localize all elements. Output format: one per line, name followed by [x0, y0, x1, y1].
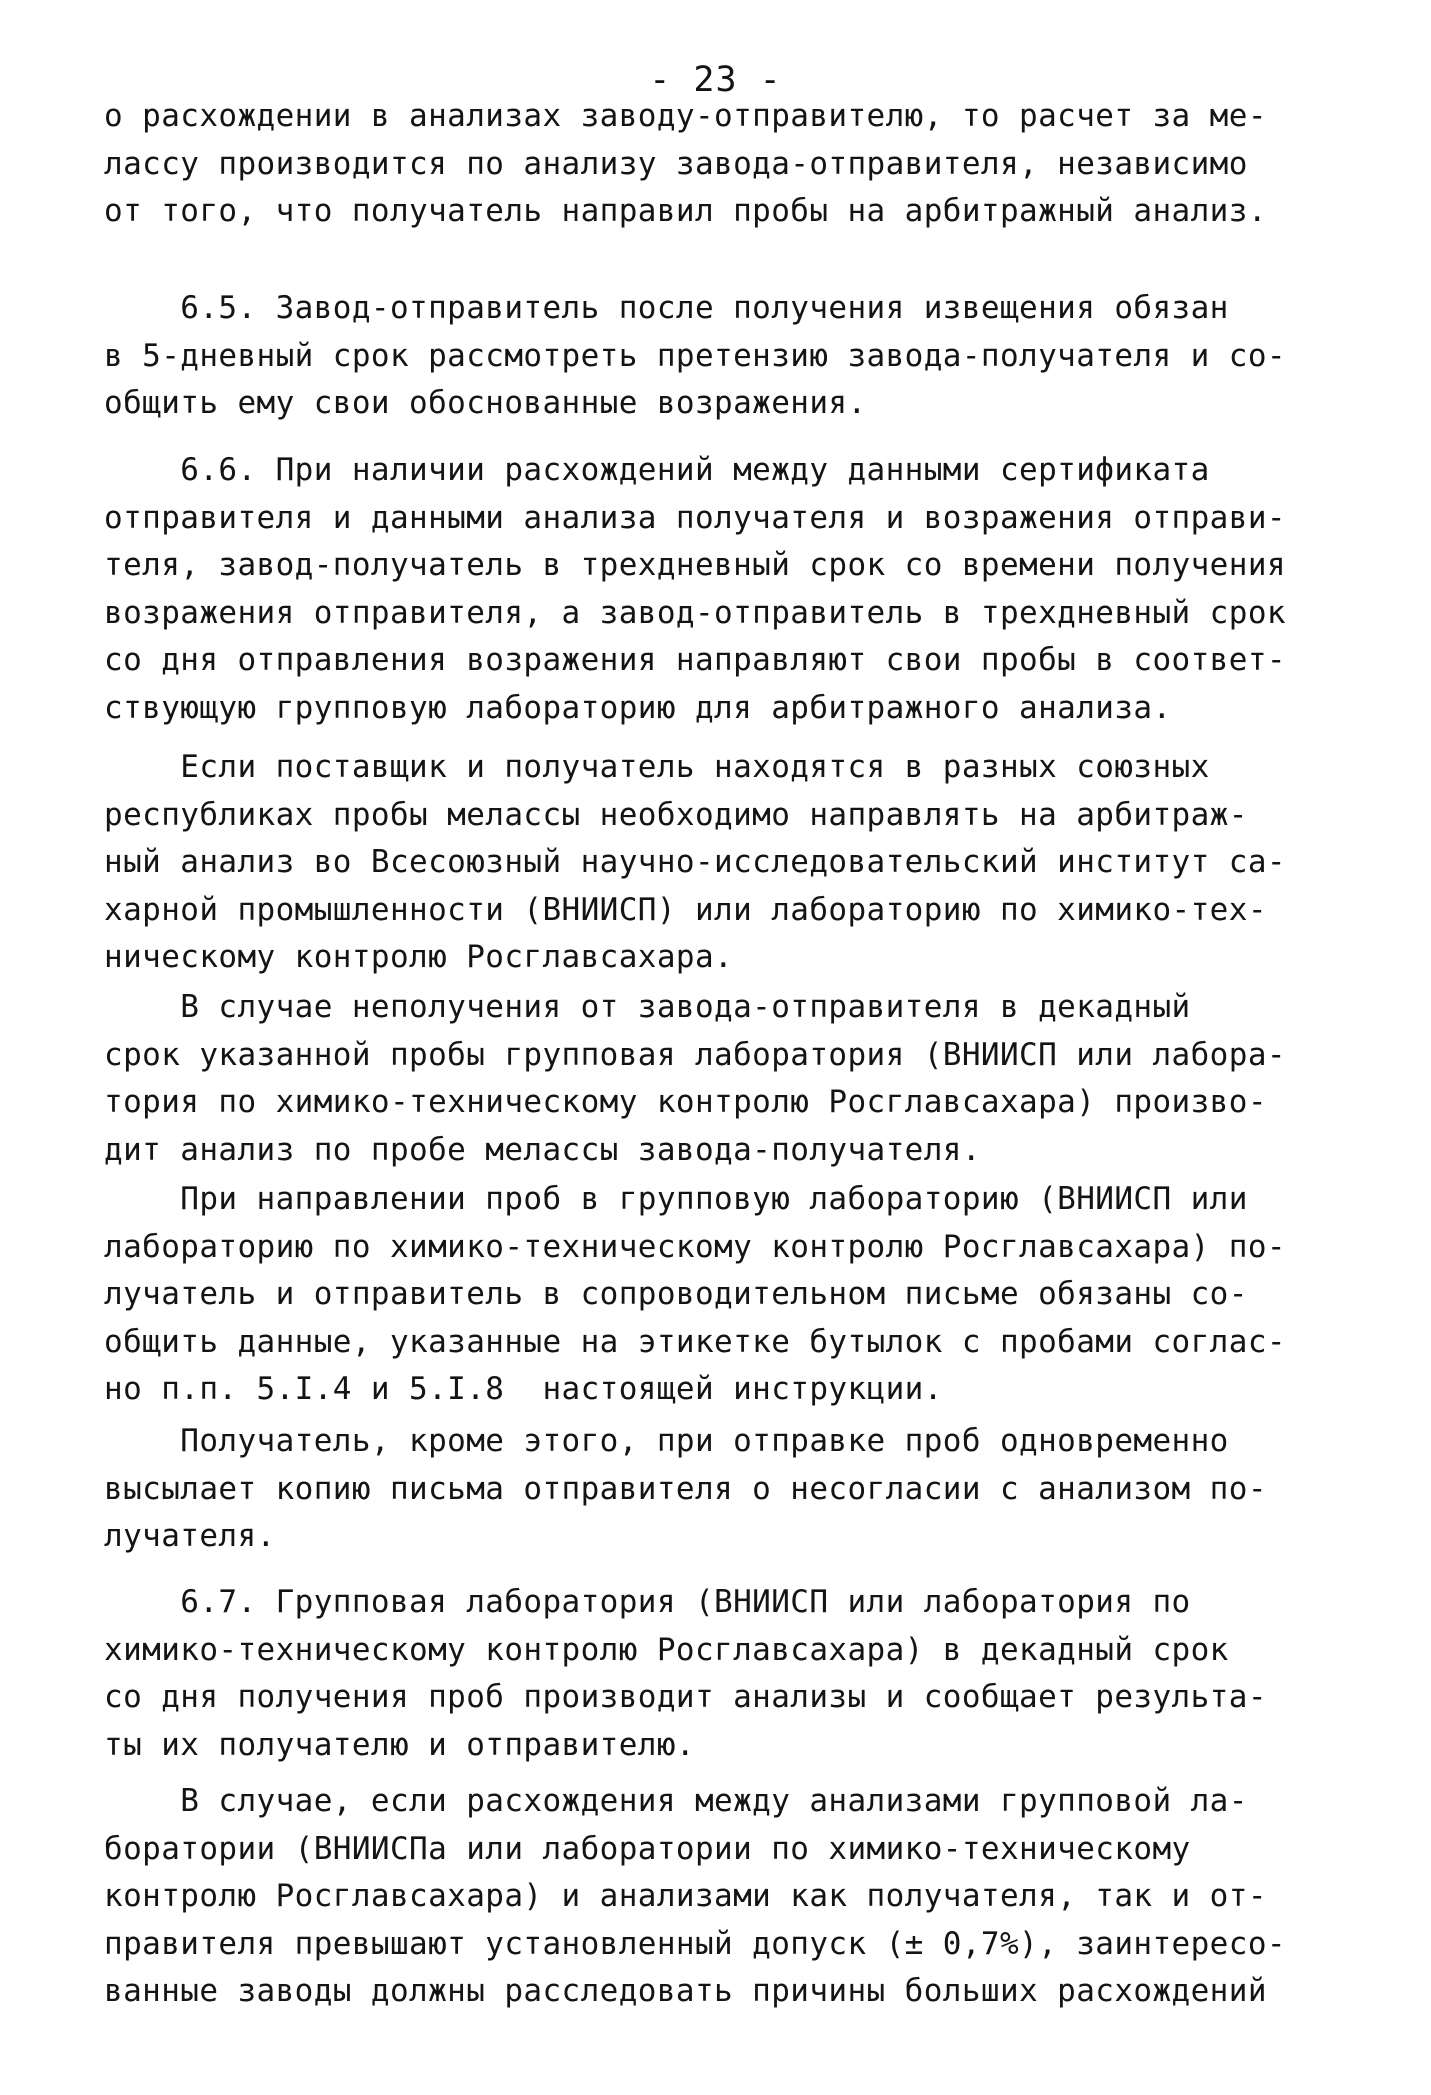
text-line: от того, что получатель направил пробы на арбитражный анализ.	[104, 193, 1267, 229]
text-line: 6.5. Завод-отправитель после получения извещения обязан	[104, 290, 1229, 326]
text-line: Если поставщик и получатель находятся в разных союзных	[104, 749, 1210, 785]
text-line: лучатель и отправитель в сопроводительном письме обязаны со-	[104, 1276, 1248, 1312]
text-line: ты их получателю и отправителю.	[104, 1726, 695, 1763]
text-line: харной промышленности (ВНИИСП) или лабораторию по химико-тех-	[104, 891, 1267, 928]
text-line: контролю Росглавсахара) и анализами как получателя, так и от-	[104, 1878, 1267, 1914]
text-line: Получатель, кроме этого, при отправке проб одновременно	[104, 1423, 1229, 1459]
paragraph-continuation	[104, 93, 1344, 236]
text-line: со дня получения проб производит анализы и сообщает результа-	[104, 1679, 1267, 1715]
text-line: В случае неполучения от завода-отправителя в декадный	[104, 989, 1191, 1025]
text-line: ванные заводы должны расследовать причины больших расхождений	[104, 1973, 1267, 2009]
paragraph-discrepancies	[104, 1778, 1344, 2016]
text-line: но п.п. 5.I.4 и 5.I.8 настоящей инструкции.	[104, 1371, 943, 1407]
paragraph-sending-samples	[104, 1176, 1344, 1414]
paragraph-republics	[104, 744, 1344, 982]
text-line: При направлении проб в групповую лабораторию (ВНИИСП или	[104, 1181, 1248, 1217]
text-line: высылает копию письма отправителя о несогласии с анализом по-	[104, 1470, 1267, 1507]
paragraph-recipient-copy	[104, 1418, 1344, 1561]
text-line: лучателя.	[104, 1518, 276, 1554]
page-number: - 23 -	[649, 60, 782, 100]
paragraph-non-receipt	[104, 984, 1344, 1174]
text-line: 6.6. При наличии расхождений между данными сертификата	[104, 452, 1210, 488]
text-line: 6.7. Групповая лаборатория (ВНИИСП или лаборатория по	[104, 1584, 1191, 1620]
text-line: общить ему свои обоснованные возражения.	[104, 385, 867, 421]
text-line: лабораторию по химико-техническому контролю Росглавсахара) по-	[104, 1228, 1286, 1265]
text-line: республиках пробы мелассы необходимо направлять на арбитраж-	[104, 796, 1248, 833]
text-line: боратории (ВНИИСПа или лаборатории по химико-техническому	[104, 1830, 1191, 1867]
paragraph-6-6	[104, 447, 1344, 732]
text-line: общить данные, указанные на этикетке бутылок с пробами соглас-	[104, 1323, 1286, 1360]
text-line: ный анализ во Всесоюзный научно-исследовательский институт са-	[104, 844, 1286, 880]
paragraph-6-5	[104, 285, 1344, 428]
text-line: в 5-дневный срок рассмотреть претензию завода-получателя и со-	[104, 337, 1286, 374]
text-line: В случае, если расхождения между анализами групповой ла-	[104, 1783, 1248, 1819]
text-line: возражения отправителя, а завод-отправитель в трехдневный срок	[104, 594, 1286, 631]
paragraph-6-7	[104, 1579, 1344, 1769]
text-line: ствующую групповую лабораторию для арбитражного анализа.	[104, 689, 1172, 726]
text-line: тория по химико-техническому контролю Росглавсахара) произво-	[104, 1084, 1267, 1120]
text-line: срок указанной пробы групповая лаборатория (ВНИИСП или лабора-	[104, 1036, 1286, 1073]
text-line: ническому контролю Росглавсахара.	[104, 939, 734, 975]
text-line: о расхождении в анализах заводу-отправителю, то расчет за ме-	[104, 98, 1267, 134]
text-line: лассу производится по анализу завода-отправителя, независимо	[104, 145, 1248, 182]
text-line: теля, завод-получатель в трехдневный срок со времени получения	[104, 547, 1286, 583]
text-line: правителя превышают установленный допуск (± 0,7%), заинтересо-	[104, 1925, 1286, 1962]
text-line: со дня отправления возражения направляют свои пробы в соответ-	[104, 642, 1286, 678]
text-line: химико-техническому контролю Росглавсахара) в декадный срок	[104, 1631, 1229, 1668]
text-line: отправителя и данными анализа получателя и возражения отправи-	[104, 499, 1286, 536]
text-line: дит анализ по пробе мелассы завода-получателя.	[104, 1131, 981, 1168]
